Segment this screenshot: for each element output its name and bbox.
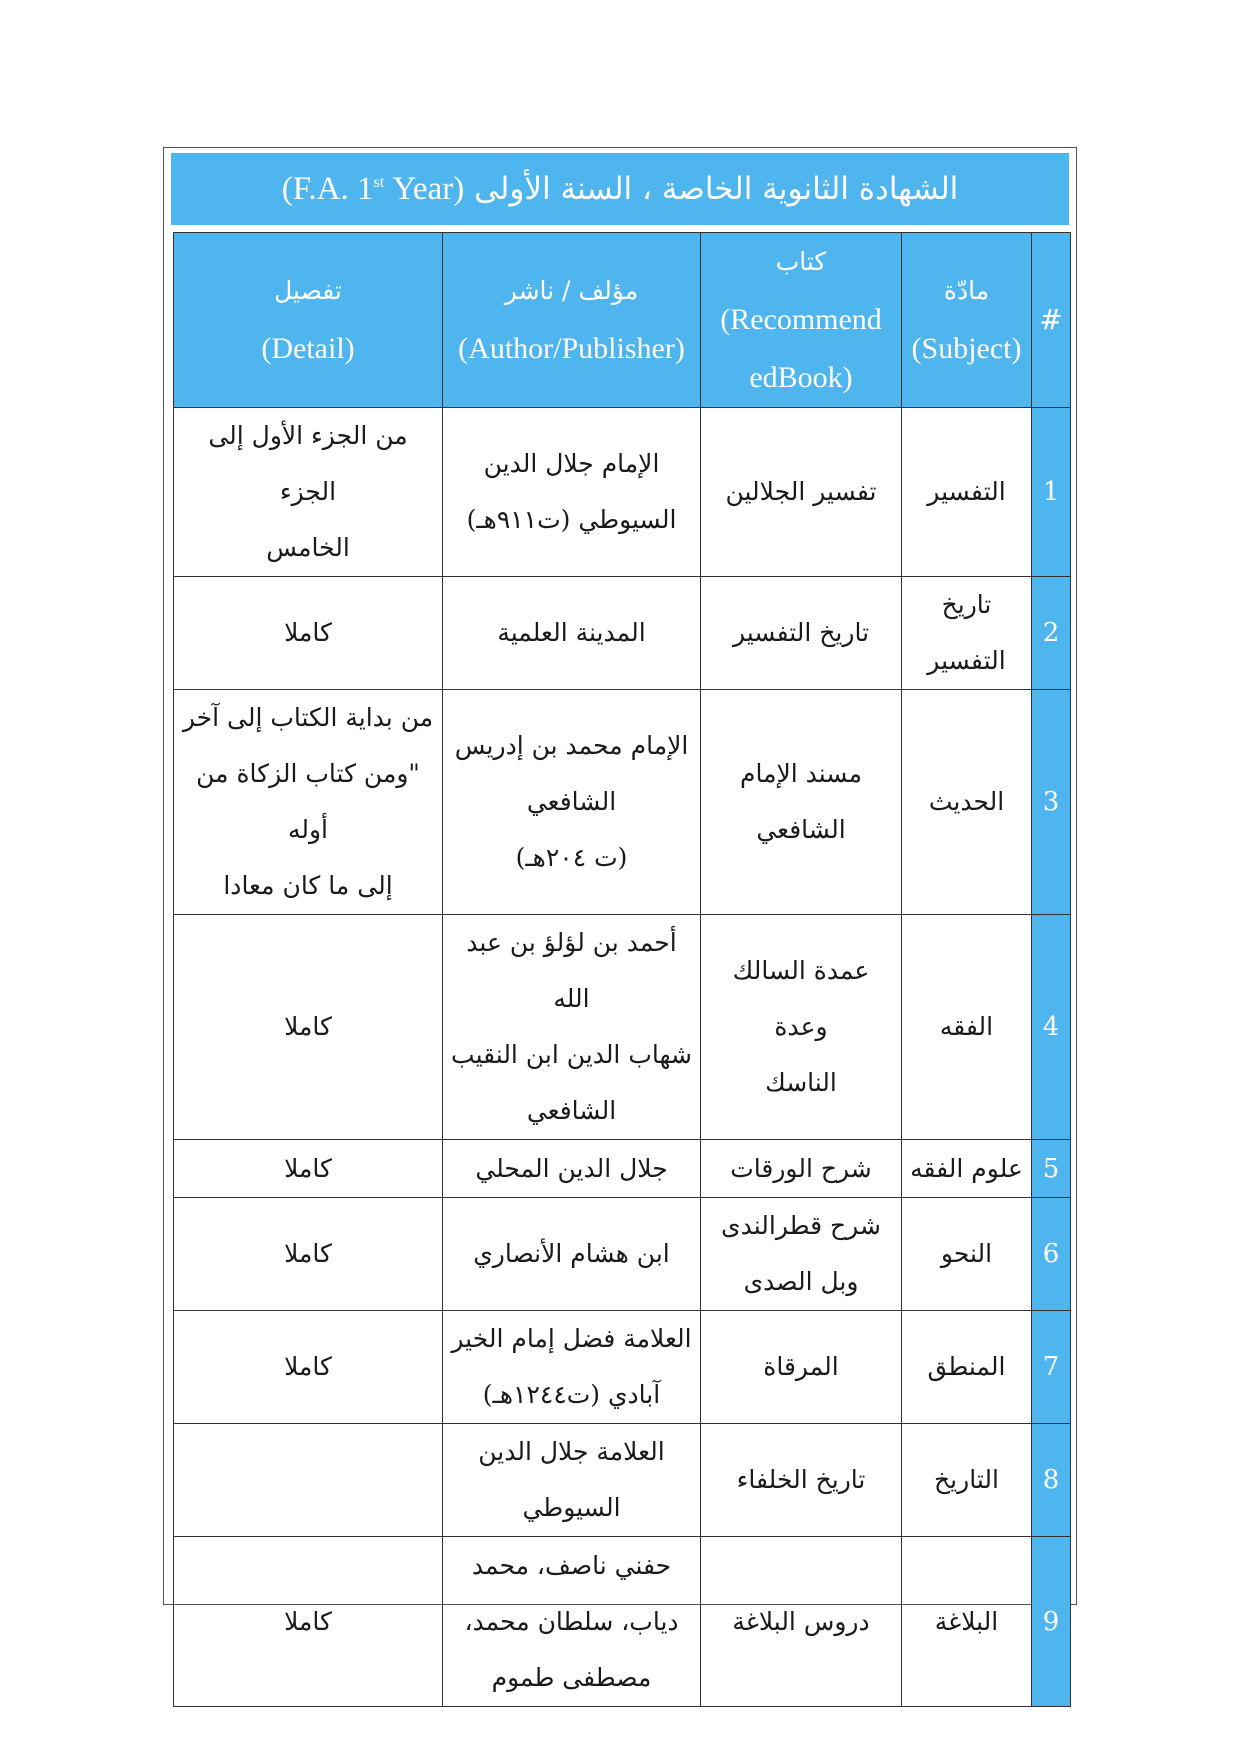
row-number: 6 xyxy=(1032,1198,1071,1311)
row-detail xyxy=(174,1311,443,1424)
row-book-text: عمدة السالك وعدة الناسك xyxy=(732,956,870,1097)
header-author-en: (Author/Publisher) xyxy=(458,332,685,365)
row-detail-text: كاملا xyxy=(284,1239,332,1268)
title-english-sup: st xyxy=(373,173,385,191)
row-author xyxy=(443,1140,701,1198)
row-number: 8 xyxy=(1032,1424,1071,1537)
row-number: 9 xyxy=(1032,1537,1071,1707)
row-book-text: شرح قطرالندى وبل الصدى xyxy=(721,1211,881,1296)
row-detail-text: من بداية الكتاب إلى آخر "ومن كتاب الزكاة من أوله إلى ما كان معادا xyxy=(182,703,434,900)
row-book xyxy=(701,690,902,915)
table-header-row xyxy=(174,233,1071,408)
row-author-text: العلامة فضل إمام الخير آبادي (ت١٢٤٤هـ) xyxy=(451,1324,692,1409)
row-author xyxy=(443,1537,701,1707)
row-author xyxy=(443,1311,701,1424)
row-book-text: تفسير الجلالين xyxy=(725,477,877,506)
row-subject-text: الفقه xyxy=(939,1012,994,1041)
row-book-text: دروس البلاغة xyxy=(732,1606,870,1636)
row-detail-text: كاملا xyxy=(284,1606,332,1636)
row-subject-text: المنطق xyxy=(927,1352,1006,1381)
row-subject xyxy=(902,577,1032,690)
row-subject xyxy=(902,1140,1032,1198)
row-subject-text: علوم الفقه xyxy=(910,1153,1023,1183)
title-english-prefix: (F.A. 1 xyxy=(281,170,374,207)
row-detail-text: من الجزء الأول إلى الجزء الخامس xyxy=(208,421,408,562)
row-subject-text: التاريخ xyxy=(934,1465,999,1494)
row-detail xyxy=(174,915,443,1140)
row-book xyxy=(701,1140,902,1198)
row-subject xyxy=(902,1424,1032,1537)
row-book xyxy=(701,1198,902,1311)
row-book-text: المرقاة xyxy=(763,1352,839,1381)
row-detail-text: كاملا xyxy=(284,1153,332,1183)
header-number: # xyxy=(1032,233,1071,408)
header-book-en: (Recommend edBook) xyxy=(720,303,882,394)
header-detail xyxy=(174,233,443,408)
table-row xyxy=(174,915,1071,1140)
row-detail-text: كاملا xyxy=(284,618,332,647)
row-book-text: شرح الورقات xyxy=(730,1153,872,1183)
row-subject-text: التفسير xyxy=(927,477,1006,506)
table-row xyxy=(174,1537,1071,1707)
table-row xyxy=(174,408,1071,577)
row-detail xyxy=(174,577,443,690)
row-detail xyxy=(174,1140,443,1198)
header-book xyxy=(701,233,902,408)
row-detail xyxy=(174,690,443,915)
books-table xyxy=(173,232,1071,1707)
table-row xyxy=(174,1424,1071,1537)
header-subject xyxy=(902,233,1032,408)
row-author-text: الإمام محمد بن إدريس الشافعي (ت ٢٠٤هـ) xyxy=(454,731,689,872)
row-book-text: تاريخ التفسير xyxy=(732,618,870,647)
row-subject-text: تاريخ التفسير xyxy=(927,590,1006,675)
row-author-text: جلال الدين المحلي xyxy=(475,1153,668,1183)
table-row xyxy=(174,690,1071,915)
row-subject xyxy=(902,690,1032,915)
row-book xyxy=(701,577,902,690)
row-author-text: أحمد بن لؤلؤ بن عبد الله شهاب الدين ابن النقيب الشافعي xyxy=(451,928,692,1125)
header-subject-en: (Subject) xyxy=(911,332,1022,365)
row-book xyxy=(701,915,902,1140)
row-author-text: حفني ناصف، محمد دياب، سلطان محمد، مصطفى طموم xyxy=(464,1550,679,1692)
header-author xyxy=(443,233,701,408)
row-detail xyxy=(174,1424,443,1537)
row-author-text: المدينة العلمية xyxy=(497,618,646,647)
table-row xyxy=(174,1198,1071,1311)
row-book xyxy=(701,1424,902,1537)
row-number: 1 xyxy=(1032,408,1071,577)
row-number: 5 xyxy=(1032,1140,1071,1198)
row-book xyxy=(701,1311,902,1424)
header-author-ar: مؤلف / ناشر xyxy=(504,276,639,305)
row-subject xyxy=(902,915,1032,1140)
row-author xyxy=(443,1424,701,1537)
row-author-text: الإمام جلال الدين السيوطي (ت٩١١هـ) xyxy=(466,449,677,534)
table-row xyxy=(174,1311,1071,1424)
page-title xyxy=(171,153,1069,225)
table-row xyxy=(174,1140,1071,1198)
row-number: 3 xyxy=(1032,690,1071,915)
row-subject xyxy=(902,408,1032,577)
header-detail-en: (Detail) xyxy=(261,332,355,365)
row-subject-text: البلاغة xyxy=(934,1606,999,1636)
row-detail-text: كاملا xyxy=(284,1012,332,1041)
table-row xyxy=(174,577,1071,690)
row-subject xyxy=(902,1198,1032,1311)
row-subject xyxy=(902,1311,1032,1424)
row-author xyxy=(443,1198,701,1311)
row-author-text: العلامة جلال الدين السيوطي xyxy=(478,1437,665,1522)
row-author xyxy=(443,408,701,577)
row-number: 7 xyxy=(1032,1311,1071,1424)
header-book-ar: كتاب xyxy=(775,247,827,276)
row-author-text: ابن هشام الأنصاري xyxy=(473,1239,670,1268)
title-arabic: الشهادة الثانوية الخاصة ، السنة الأولى xyxy=(474,171,959,207)
row-book-text: تاريخ الخلفاء xyxy=(736,1465,866,1494)
row-author xyxy=(443,690,701,915)
row-book-text: مسند الإمام الشافعي xyxy=(740,759,862,844)
row-author xyxy=(443,577,701,690)
row-detail-text: كاملا xyxy=(284,1352,332,1381)
row-author xyxy=(443,915,701,1140)
row-number: 4 xyxy=(1032,915,1071,1140)
title-english xyxy=(282,171,465,208)
row-book xyxy=(701,1537,902,1707)
row-detail xyxy=(174,1537,443,1707)
title-english-suffix: Year) xyxy=(392,170,465,207)
row-number: 2 xyxy=(1032,577,1071,690)
row-book xyxy=(701,408,902,577)
row-subject-text: الحديث xyxy=(928,787,1005,816)
header-subject-ar: مادّة xyxy=(943,276,990,305)
row-subject xyxy=(902,1537,1032,1707)
row-subject-text: النحو xyxy=(940,1239,993,1268)
row-detail xyxy=(174,408,443,577)
row-detail xyxy=(174,1198,443,1311)
header-detail-ar: تفصيل xyxy=(274,276,342,305)
